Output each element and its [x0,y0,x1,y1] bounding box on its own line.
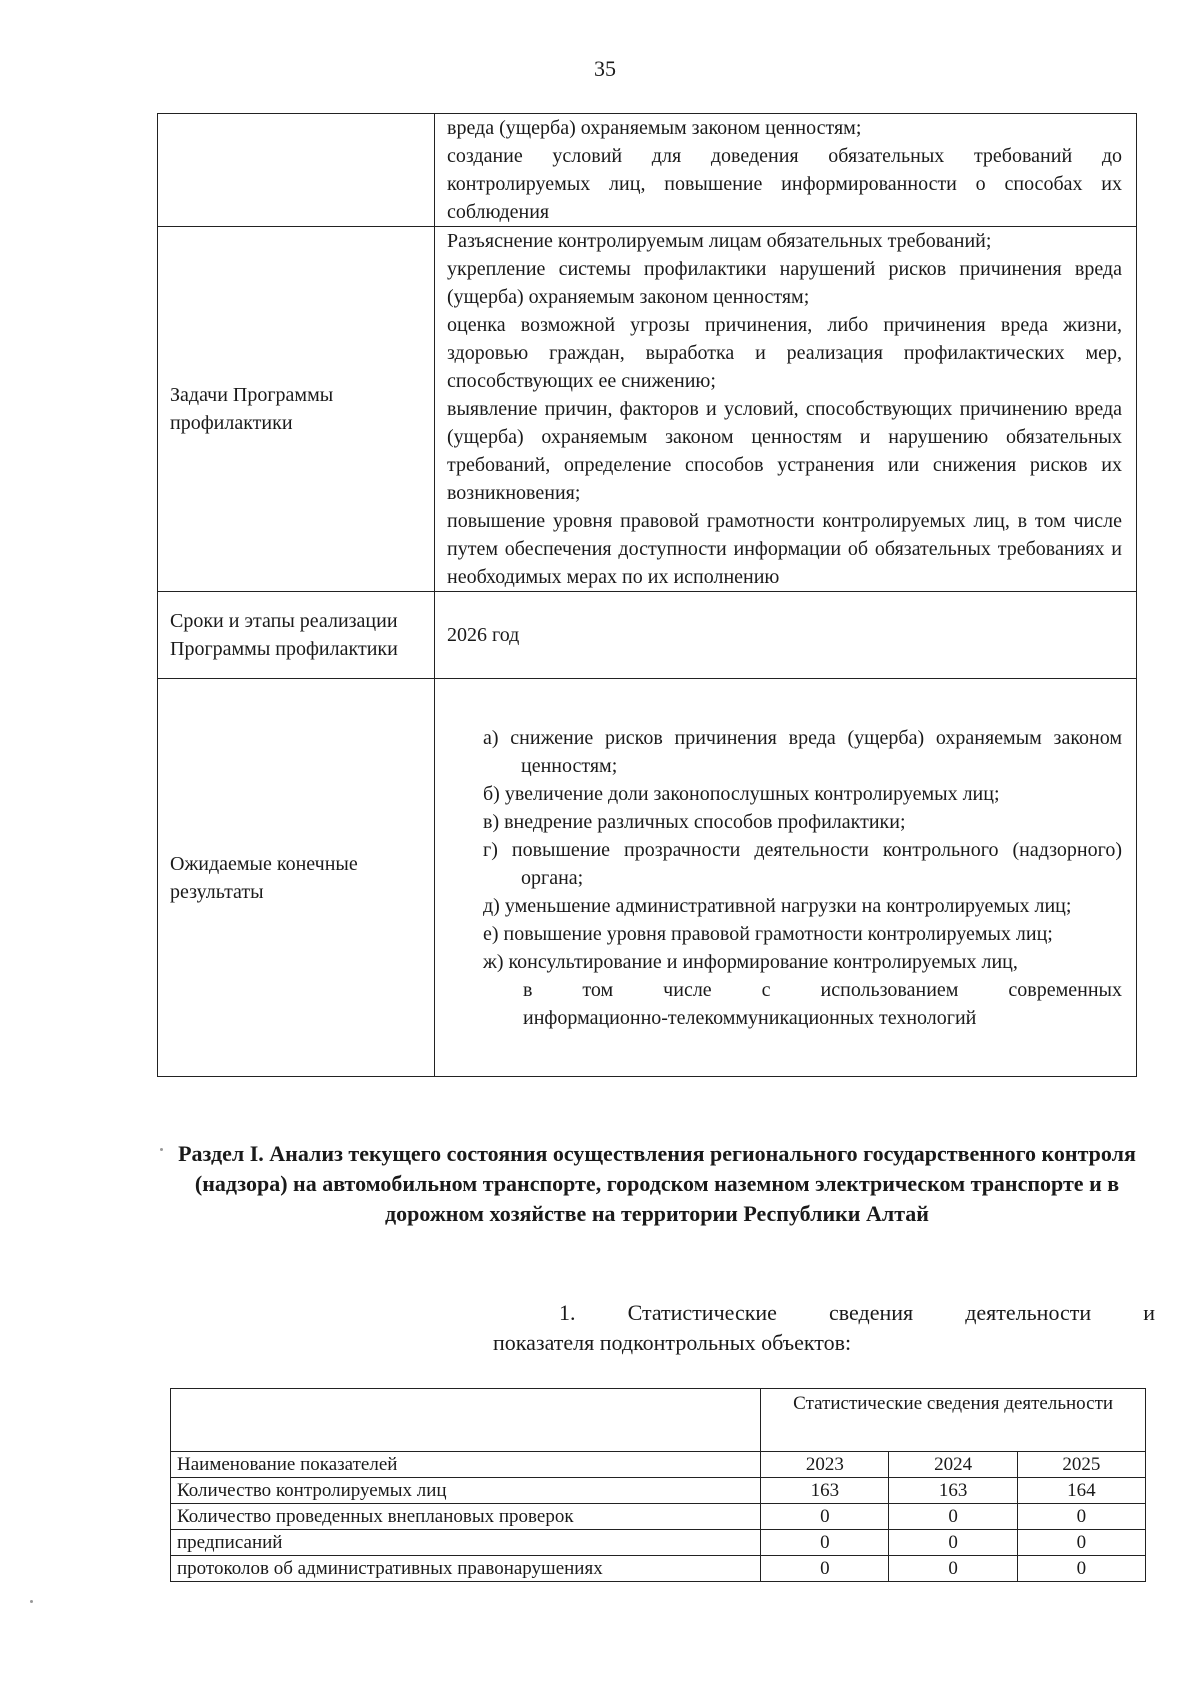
stats-row-name: предписаний [171,1530,761,1556]
stats-row-name: протоколов об административных правонарушениях [171,1556,761,1582]
stats-value: 0 [1017,1556,1145,1582]
stats-value: 0 [761,1556,889,1582]
passport-line: создание условий для доведения обязательных требований до контролируемых лиц, повышение информированности о способах их соблюдения [447,145,1122,223]
result-text: внедрение различных способов профилактики; [504,810,906,833]
result-continuation: информационно-телекоммуникационных технологий [523,1006,977,1029]
stats-value: 0 [1017,1530,1145,1556]
result-item [475,948,1122,976]
section-title: Раздел I. Анализ текущего состояния осуществления регионального государственного контроля (надзора) на автомобильном транспорте, городском наземном электрическом транспорте и в дорожном хозяйстве на территории Республики Алтай [178,1141,1136,1226]
result-marker: б) [483,782,500,805]
passport-row-terms [158,592,1137,679]
passport-line: Разъяснение контролируемым лицам обязательных требований; [447,230,992,252]
stats-heading-line: 1. Статистические сведения деятельности и [559,1300,1155,1325]
result-marker: ж) [483,950,504,973]
stats-value: 0 [761,1504,889,1530]
passport-line: выявление причин, факторов и условий, способствующих причинению вреда (ущерба) охраняемым законом ценностям и нарушению обязательных требований, определение способов устранения или снижения рисков их возникновения; [447,398,1122,504]
scan-speck [30,1600,33,1603]
result-continuation: в том числе с использованием современных [523,978,1122,1001]
result-text: повышение уровня правовой грамотности контролируемых лиц; [503,922,1053,945]
program-passport-table [157,113,1137,1077]
stats-value: 164 [1017,1478,1145,1504]
stats-year: 2025 [1017,1452,1145,1478]
stats-value: 163 [761,1478,889,1504]
result-marker: а) [483,726,499,749]
result-marker: г) [483,838,498,861]
result-marker: в) [483,810,500,833]
passport-line: повышение уровня правовой грамотности контролируемых лиц, в том числе путем обеспечения доступности информации об обязательных требованиях и необходимых мерах по их исполнению [447,510,1122,588]
passport-row-results [158,679,1137,1077]
scan-speck [160,1148,163,1151]
stats-value: 0 [889,1530,1017,1556]
stats-years-row [171,1452,1146,1478]
stats-year: 2024 [889,1452,1017,1478]
result-marker: е) [483,922,499,945]
table-row [171,1504,1146,1530]
stats-name-header: Наименование показателей [171,1452,761,1478]
stats-heading-line: показателя подконтрольных объектов: [493,1330,852,1355]
passport-row-tasks [158,227,1137,592]
stats-header-row [171,1389,1146,1452]
table-row [171,1556,1146,1582]
stats-row-name: Количество проведенных внеплановых проверок [171,1504,761,1530]
passport-line: оценка возможной угрозы причинения, либо причинения вреда жизни, здоровью граждан, выработка и реализация профилактических мер, способствующих ее снижению; [447,314,1122,392]
stats-value: 0 [889,1504,1017,1530]
stats-value: 0 [889,1556,1017,1582]
passport-line: укрепление системы профилактики нарушений рисков причинения вреда (ущерба) охраняемым законом ценностям; [447,258,1122,308]
statistics-table [170,1388,1146,1582]
page-number: 35 [594,56,616,81]
stats-row-name: Количество контролируемых лиц [171,1478,761,1504]
passport-row-goals-continued [158,114,1137,227]
result-text: консультирование и информирование контролируемых лиц, [508,950,1018,973]
result-item [475,892,1122,920]
stats-value: 0 [1017,1504,1145,1530]
result-text: уменьшение административной нагрузки на контролируемых лиц; [504,894,1072,917]
stats-empty-header [171,1389,761,1452]
result-marker: д) [483,894,500,917]
results-list [435,679,1137,1077]
passport-label-results: Ожидаемые конечные результаты [158,679,435,1077]
result-item [475,724,1122,780]
table-row [171,1530,1146,1556]
stats-group-header: Статистические сведения деятельности [761,1389,1146,1452]
result-item [475,808,1122,836]
result-item [475,780,1122,808]
passport-content [435,114,1137,227]
stats-heading [493,1298,1155,1358]
result-text: снижение рисков причинения вреда (ущерба) охраняемым законом ценностям; [510,726,1122,777]
table-row [171,1478,1146,1504]
result-text: увеличение доли законопослушных контролируемых лиц; [504,782,1000,805]
passport-line: вреда (ущерба) охраняемым законом ценностям; [447,117,862,139]
stats-value: 0 [761,1530,889,1556]
result-text: повышение прозрачности деятельности контрольного (надзорного) органа; [511,838,1122,889]
passport-content [435,592,1137,679]
passport-content [435,227,1137,592]
result-item [475,920,1122,948]
passport-line: 2026 год [447,624,520,646]
stats-value: 163 [889,1478,1017,1504]
passport-label-terms: Сроки и этапы реализации Программы профилактики [158,592,435,679]
stats-year: 2023 [761,1452,889,1478]
result-item [475,836,1122,892]
passport-label-empty [158,114,435,227]
passport-label-tasks: Задачи Программы профилактики [158,227,435,592]
